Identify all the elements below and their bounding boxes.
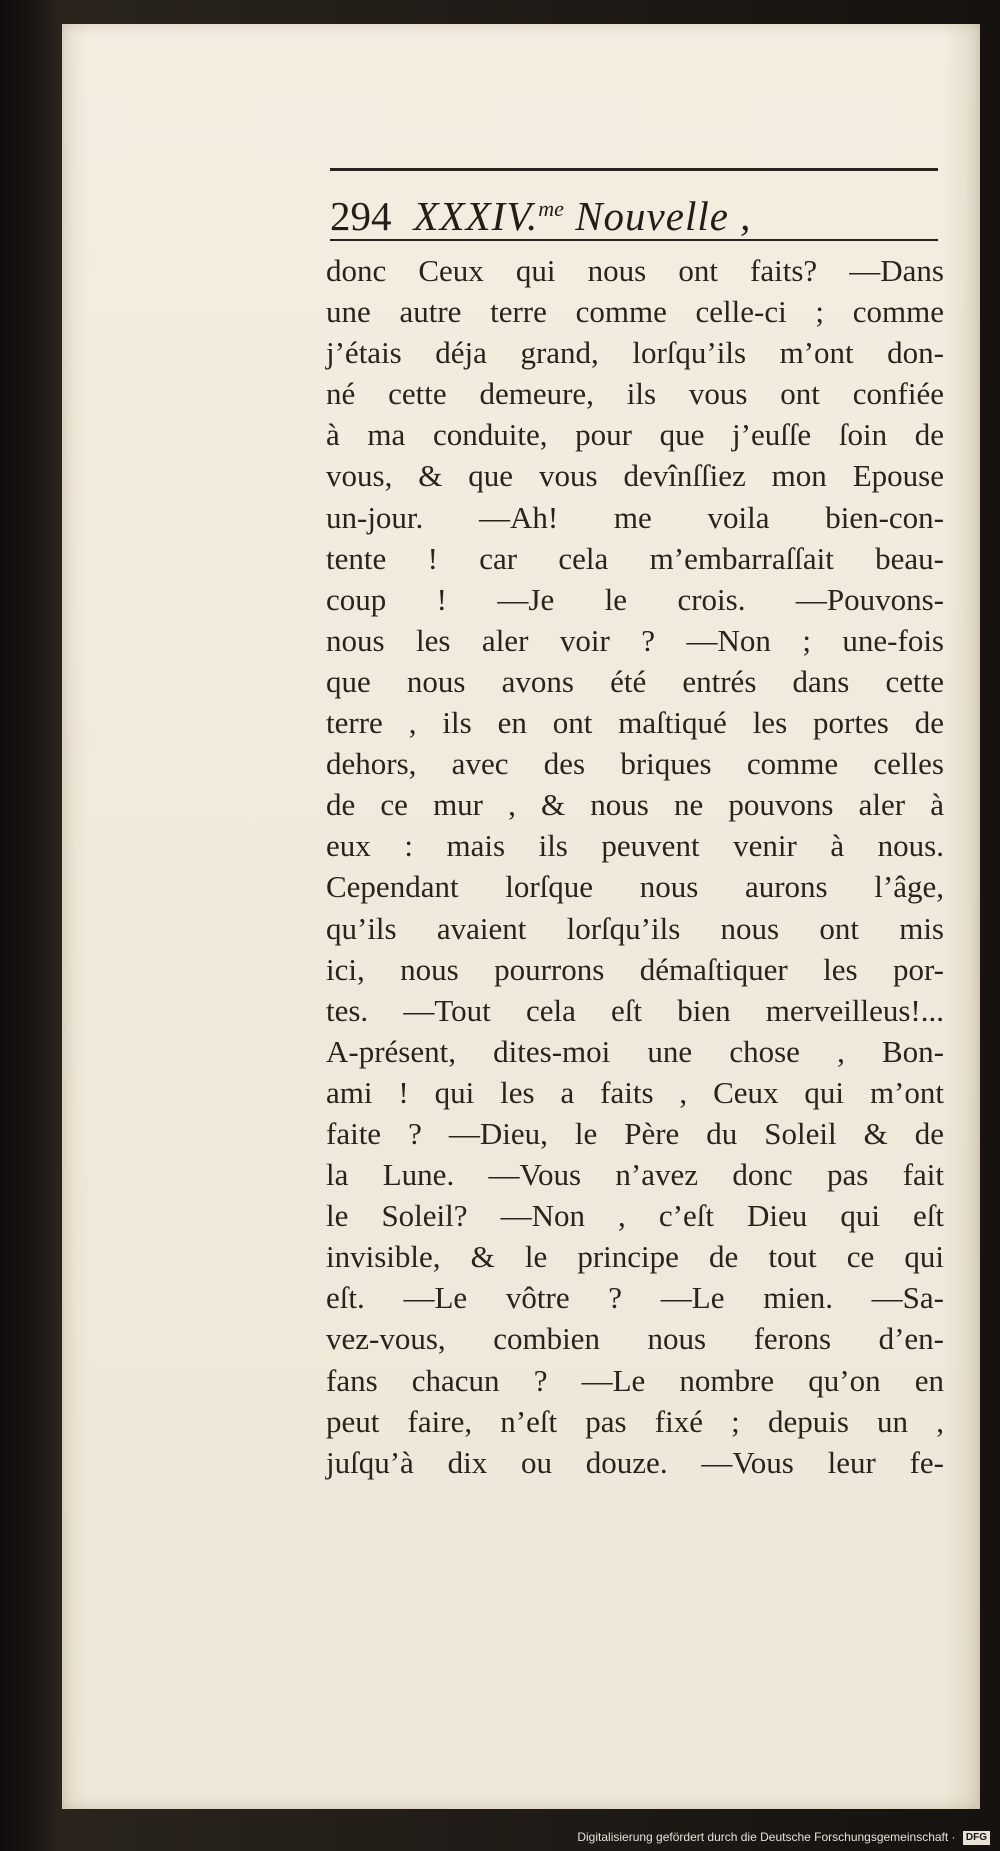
dfg-logo: DFG [963,1831,990,1845]
text-line: peut faire, n’eſt pas fixé ; depuis un , [326,1403,944,1439]
text-line: né cette demeure, ils vous ont confiée [326,376,944,412]
text-line: fans chacun ? —Le nombre qu’on en [326,1362,944,1398]
header-rule-bottom [330,239,938,241]
running-head-numeral: XXXIV. [413,193,539,239]
text-line: dehors, avec des briques comme celles [326,746,944,782]
text-line: tes. —Tout cela eſt bien merveilleus!... [326,992,944,1028]
text-line: ici, nous pourrons démaſtiquer les por- [326,951,944,987]
text-line: Cependant lorſque nous aurons l’âge, [326,869,944,905]
text-line: vous, & que vous devînſſiez mon Epouse [326,458,944,494]
text-line: invisible, & le principe de tout ce qui [326,1239,944,1275]
text-line: donc Ceux qui nous ont faits? —Dans [326,253,944,288]
text-line: terre , ils en ont maſtiqué les portes de [326,705,944,741]
header-line [330,182,938,239]
text-line: vez-vous, combien nous ferons d’en- [326,1321,944,1357]
text-line: qu’ils avaient lorſqu’ils nous ont mis [326,910,944,946]
text-line: eſt. —Le vôtre ? —Le mien. —Sa- [326,1280,944,1316]
text-line: tente ! car cela m’embarraſſait beau- [326,540,944,576]
page-number: 294 [330,193,392,239]
text-line: de ce mur , & nous ne pouvons aler à [326,787,944,823]
text-line: le Soleil? —Non , c’eſt Dieu qui eſt [326,1198,944,1234]
header-rule-top [330,168,938,171]
text-line: nous les aler voir ? —Non ; une-fois [326,622,944,658]
text-line: faite ? —Dieu, le Père du Soleil & de [326,1115,944,1151]
text-line: un-jour. —Ah! me voila bien-con- [326,499,944,535]
running-head-superscript: me [538,196,564,221]
text-line: une autre terre comme celle-ci ; comme [326,294,944,330]
text-line: à ma conduite, pour que j’euſſe ſoin de [326,417,944,453]
body-text [326,250,944,1483]
digitization-credit [577,1827,990,1847]
text-line: la Lune. —Vous n’avez donc pas fait [326,1157,944,1193]
running-head [414,182,752,243]
text-line: juſqu’à dix ou douze. —Vous leur fe- [326,1444,944,1480]
credit-text: Digitalisierung gefördert durch die Deutsche Forschungsgemeinschaft · [577,1830,956,1844]
text-line: eux : mais ils peuvent venir à nous. [326,828,944,864]
text-line: ami ! qui les a faits , Ceux qui m’ont [326,1074,944,1110]
text-line: A-présent, dites-moi une chose , Bon- [326,1033,944,1069]
text-line: coup ! —Je le crois. —Pouvons- [326,581,944,617]
text-line: j’étais déja grand, lorſqu’ils m’ont don- [326,335,944,371]
text-line: que nous avons été entrés dans cette [326,663,944,699]
running-head-title: Nouvelle , [563,193,752,239]
